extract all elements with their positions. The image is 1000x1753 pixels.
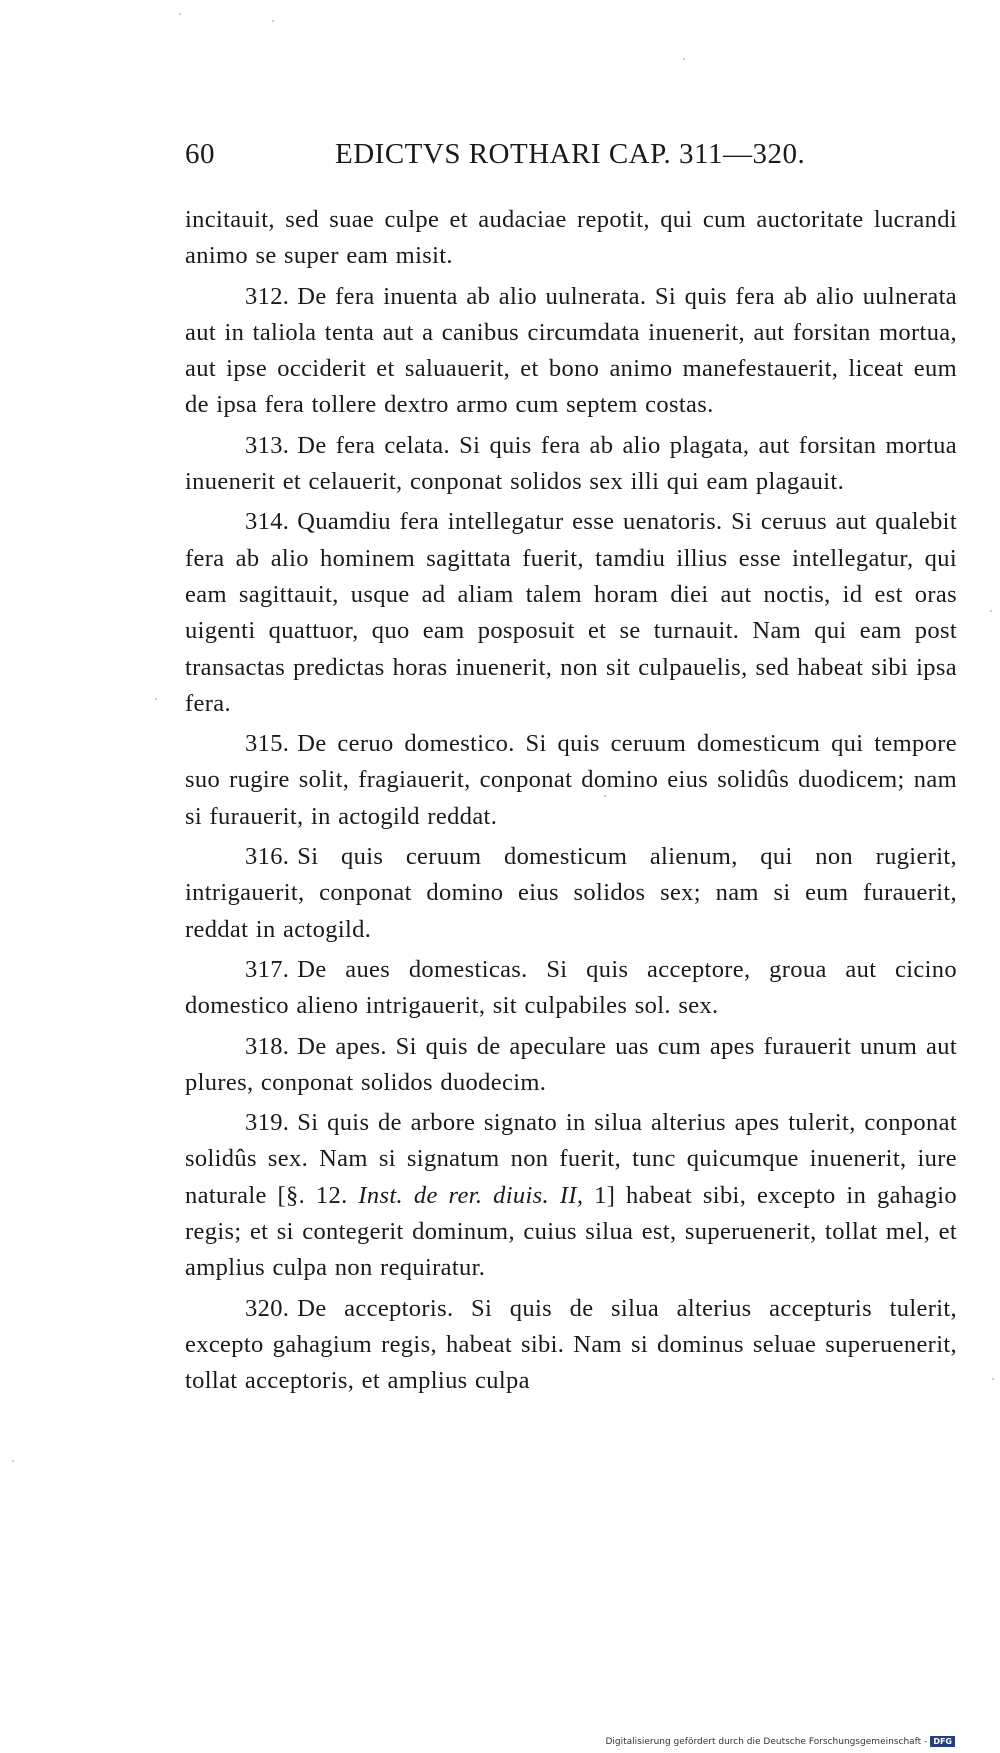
paragraph-320	[185, 1291, 957, 1400]
paragraph-text: De ceruo domestico. Si quis ceruum domesticum qui tempore suo rugire solit, fragiauerit, conponat domino eius solidûs duodicem; nam si furauerit, in actogild reddat.	[185, 730, 957, 830]
chapter-number: 315.	[245, 730, 290, 758]
paragraph-text: De aues domesticas. Si quis acceptore, groua aut cicino domestico alieno intrigauerit, sit culpabiles sol. sex.	[185, 955, 957, 1020]
dfg-logo: DFG	[930, 1736, 955, 1747]
scan-speck	[272, 20, 274, 22]
scan-speck	[604, 795, 606, 797]
paragraph-318	[185, 1029, 957, 1102]
citation-italic: Inst. de rer. diuis. II,	[358, 1181, 584, 1209]
paragraph-text: Si quis ceruum domesticum alienum, qui non rugierit, intrigauerit, conponat domino eius solidos sex; nam si eum furauerit, reddat in actogild.	[185, 843, 957, 943]
paragraph-text: De fera celata. Si quis fera ab alio plagata, aut forsitan mortua inuenerit et celauerit, conponat solidos sex illi qui eam plagauit.	[185, 431, 957, 496]
body-text	[185, 202, 957, 1400]
paragraph-317	[185, 952, 957, 1025]
chapter-number: 318.	[245, 1032, 290, 1060]
paragraph-text: De acceptoris. Si quis de silua alterius accepturis tulerit, excepto gahagium regis, habeat sibi. Nam si dominus seluae superuenerit, tollat acceptoris, et amplius culpa	[185, 1294, 957, 1395]
chapter-number: 320.	[245, 1294, 290, 1322]
chapter-number: 317.	[245, 955, 290, 983]
scan-speck	[990, 610, 992, 612]
paragraph-313	[185, 428, 957, 501]
digitization-footer	[605, 1736, 955, 1747]
chapter-number: 313.	[245, 431, 290, 459]
paragraph-312	[185, 279, 957, 424]
paragraph-319	[185, 1105, 957, 1286]
paragraph-text: De apes. Si quis de apeculare uas cum apes furauerit unum aut plures, conponat solidos duodecim.	[185, 1032, 957, 1096]
scan-speck	[155, 698, 157, 700]
paragraph-text-continued: 1] habeat sibi, excepto in gahagio regis; et si contegerit dominum, cuius silua est, superuenerit, tollat mel, et amplius culpa non requiratur.	[185, 1181, 958, 1282]
paragraph-315	[185, 726, 957, 835]
chapter-number: 319.	[245, 1109, 290, 1137]
paragraph-text: incitauit, sed suae culpe et audaciae repotit, qui cum auctoritate lucrandi animo se super eam misit.	[185, 206, 957, 270]
paragraph-316	[185, 839, 957, 948]
scan-speck	[992, 1378, 994, 1380]
paragraph-311-continuation	[185, 202, 957, 275]
digitization-note: Digitalisierung gefördert durch die Deutsche Forschungsgemeinschaft -	[605, 1737, 928, 1747]
paragraph-314	[185, 504, 957, 722]
page-number: 60	[185, 138, 215, 170]
chapter-number: 312.	[245, 282, 290, 310]
page-header	[185, 138, 955, 178]
scan-speck	[12, 1460, 14, 1462]
paragraph-text: Quamdiu fera intellegatur esse uenatoris. Si ceruus aut qualebit fera ab alio hominem sagittata fuerit, tamdiu illius esse intellegatur, qui eam sagittauit, usque ad aliam talem horam diei aut noctis, id est oras uigenti quattuor, quo eam posposuit et se turnauit. Nam qui eam post transactas predictas horas inuenerit, non sit culpauelis, sed habeat sibi ipsa fera.	[185, 508, 957, 717]
scan-speck	[683, 58, 685, 60]
paragraph-text: Si quis de arbore signato in silua alterius apes tulerit, conponat solidûs sex. Nam si signatum non fuerit, tunc quicumque inuenerit, iure naturale [§. 12.	[185, 1109, 957, 1209]
scan-speck	[179, 13, 181, 15]
chapter-number: 314.	[245, 508, 290, 536]
paragraph-text: De fera inuenta ab alio uulnerata. Si quis fera ab alio uulnerata aut in taliola tenta aut a canibus circumdata inuenerit, aut forsitan mortua, aut ipse occiderit et saluauerit, et bono animo manefestauerit, liceat eum de ipsa fera tollere dextro armo cum septem costas.	[185, 282, 957, 419]
chapter-number: 316.	[245, 843, 290, 871]
running-head: EDICTVS ROTHARI CAP. 311—320.	[335, 138, 806, 170]
